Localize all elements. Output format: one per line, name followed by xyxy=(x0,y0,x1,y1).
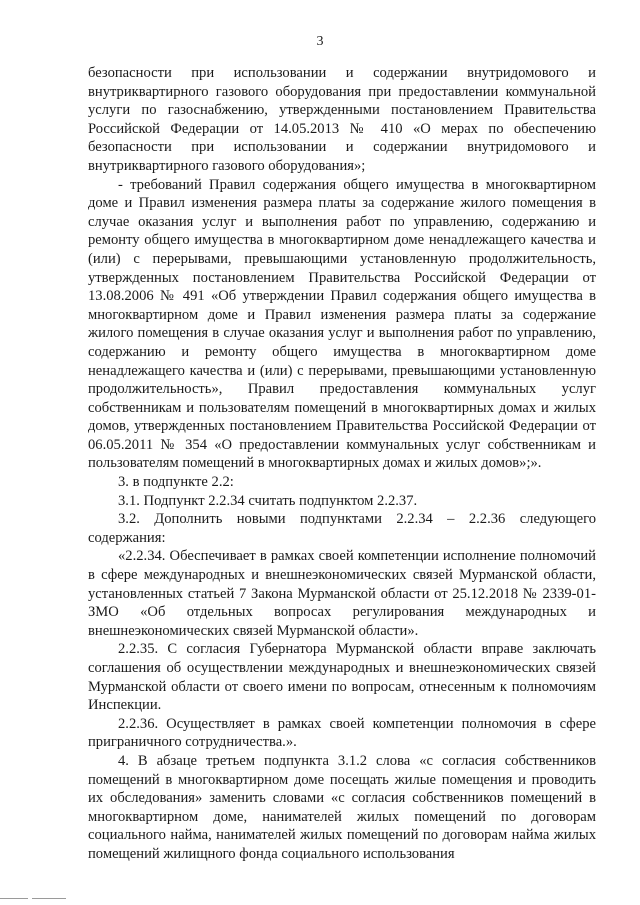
paragraph-item-4: 4. В абзаце третьем подпункта 3.1.2 слова «с согласия собственников помещений в многоквартирном доме посещать жилые помещения и проводить их обследования» заменить словами «с согласия собственников помещений в многоквартирном доме, нанимателей жилых помещений по договорам социального найма, нанимателей жилых помещений по договорам найма жилых помещений жилищного фонда социального использования xyxy=(88,752,596,862)
paragraph-item-3-1: 3.1. Подпункт 2.2.34 считать подпунктом 2.2.37. xyxy=(118,492,418,509)
paragraph-subitem-2-2-35: 2.2.35. С согласия Губернатора Мурманской области вправе заключать соглашения об осуществлении международных и внешнеэкономических связей Мурманской области от своего имени по вопросам, отнесенным к полномочиям Инспекции. xyxy=(88,641,596,714)
paragraph-item-3-2: 3.2. Дополнить новыми подпунктами 2.2.34 – 2.2.36 следующего содержания: xyxy=(88,511,596,546)
paragraph-common-property-rules: - требований Правил содержания общего имущества в многоквартирном доме и Правил изменения размера платы за содержание жилого помещения в случае оказания услуг и выполнения работ по управлению, содержанию и ремонту общего имущества в многоквартирном доме ненадлежащего качества и (или) с перерывами, превышающими установленную продолжительность, утвержденных постановлением Правительства Российской Федерации от 13.08.2006 № 491 «Об утверждении Правил содержания общего имущества в многоквартирном доме и Правил изменения размера платы за содержание жилого помещения в случае оказания услуг и выполнения работ по управлению, содержанию и ремонту общего имущества в многоквартирном доме ненадлежащего качества и (или) с перерывами, превышающими установленную продолжительность», Правил предоставления коммунальных услуг собственникам и пользователям помещений в многоквартирных домах и жилых домов, утвержденных постановлением Правительства Российской Федерации от 06.05.2011 № 354 «О предоставлении коммунальных услуг собственникам и пользователям помещений в многоквартирных домах и жилых домов»;». xyxy=(88,176,596,472)
footer-divider xyxy=(0,898,640,902)
paragraph-subitem-2-2-36: 2.2.36. Осуществляет в рамках своей компетенции полномочия в сфере приграничного сотрудничества.». xyxy=(88,715,596,751)
document-body xyxy=(88,64,596,864)
paragraph-gas-equipment-rules: безопасности при использовании и содержании внутридомового и внутриквартирного газового оборудования при предоставлении коммунальной услуги по газоснабжению, утвержденными постановлением Правительства Российской Федерации от 14.05.2013 № 410 «О мерах по обеспечению безопасности при использовании и содержании внутридомового и внутриквартирного газового оборудования»; xyxy=(88,65,596,174)
page-number: 3 xyxy=(316,34,324,49)
paragraph-item-3: 3. в подпункте 2.2: xyxy=(118,474,234,491)
paragraph-subitem-2-2-34: «2.2.34. Обеспечивает в рамках своей компетенции исполнение полномочий в сфере международных и внешнеэкономических связей Мурманской области, установленных статьей 7 Закона Мурманской области от 25.12.2018 № 2339-01-ЗМО «Об отдельных вопросах регулирования международных и внешнеэкономических связей Мурманской области». xyxy=(88,548,596,639)
